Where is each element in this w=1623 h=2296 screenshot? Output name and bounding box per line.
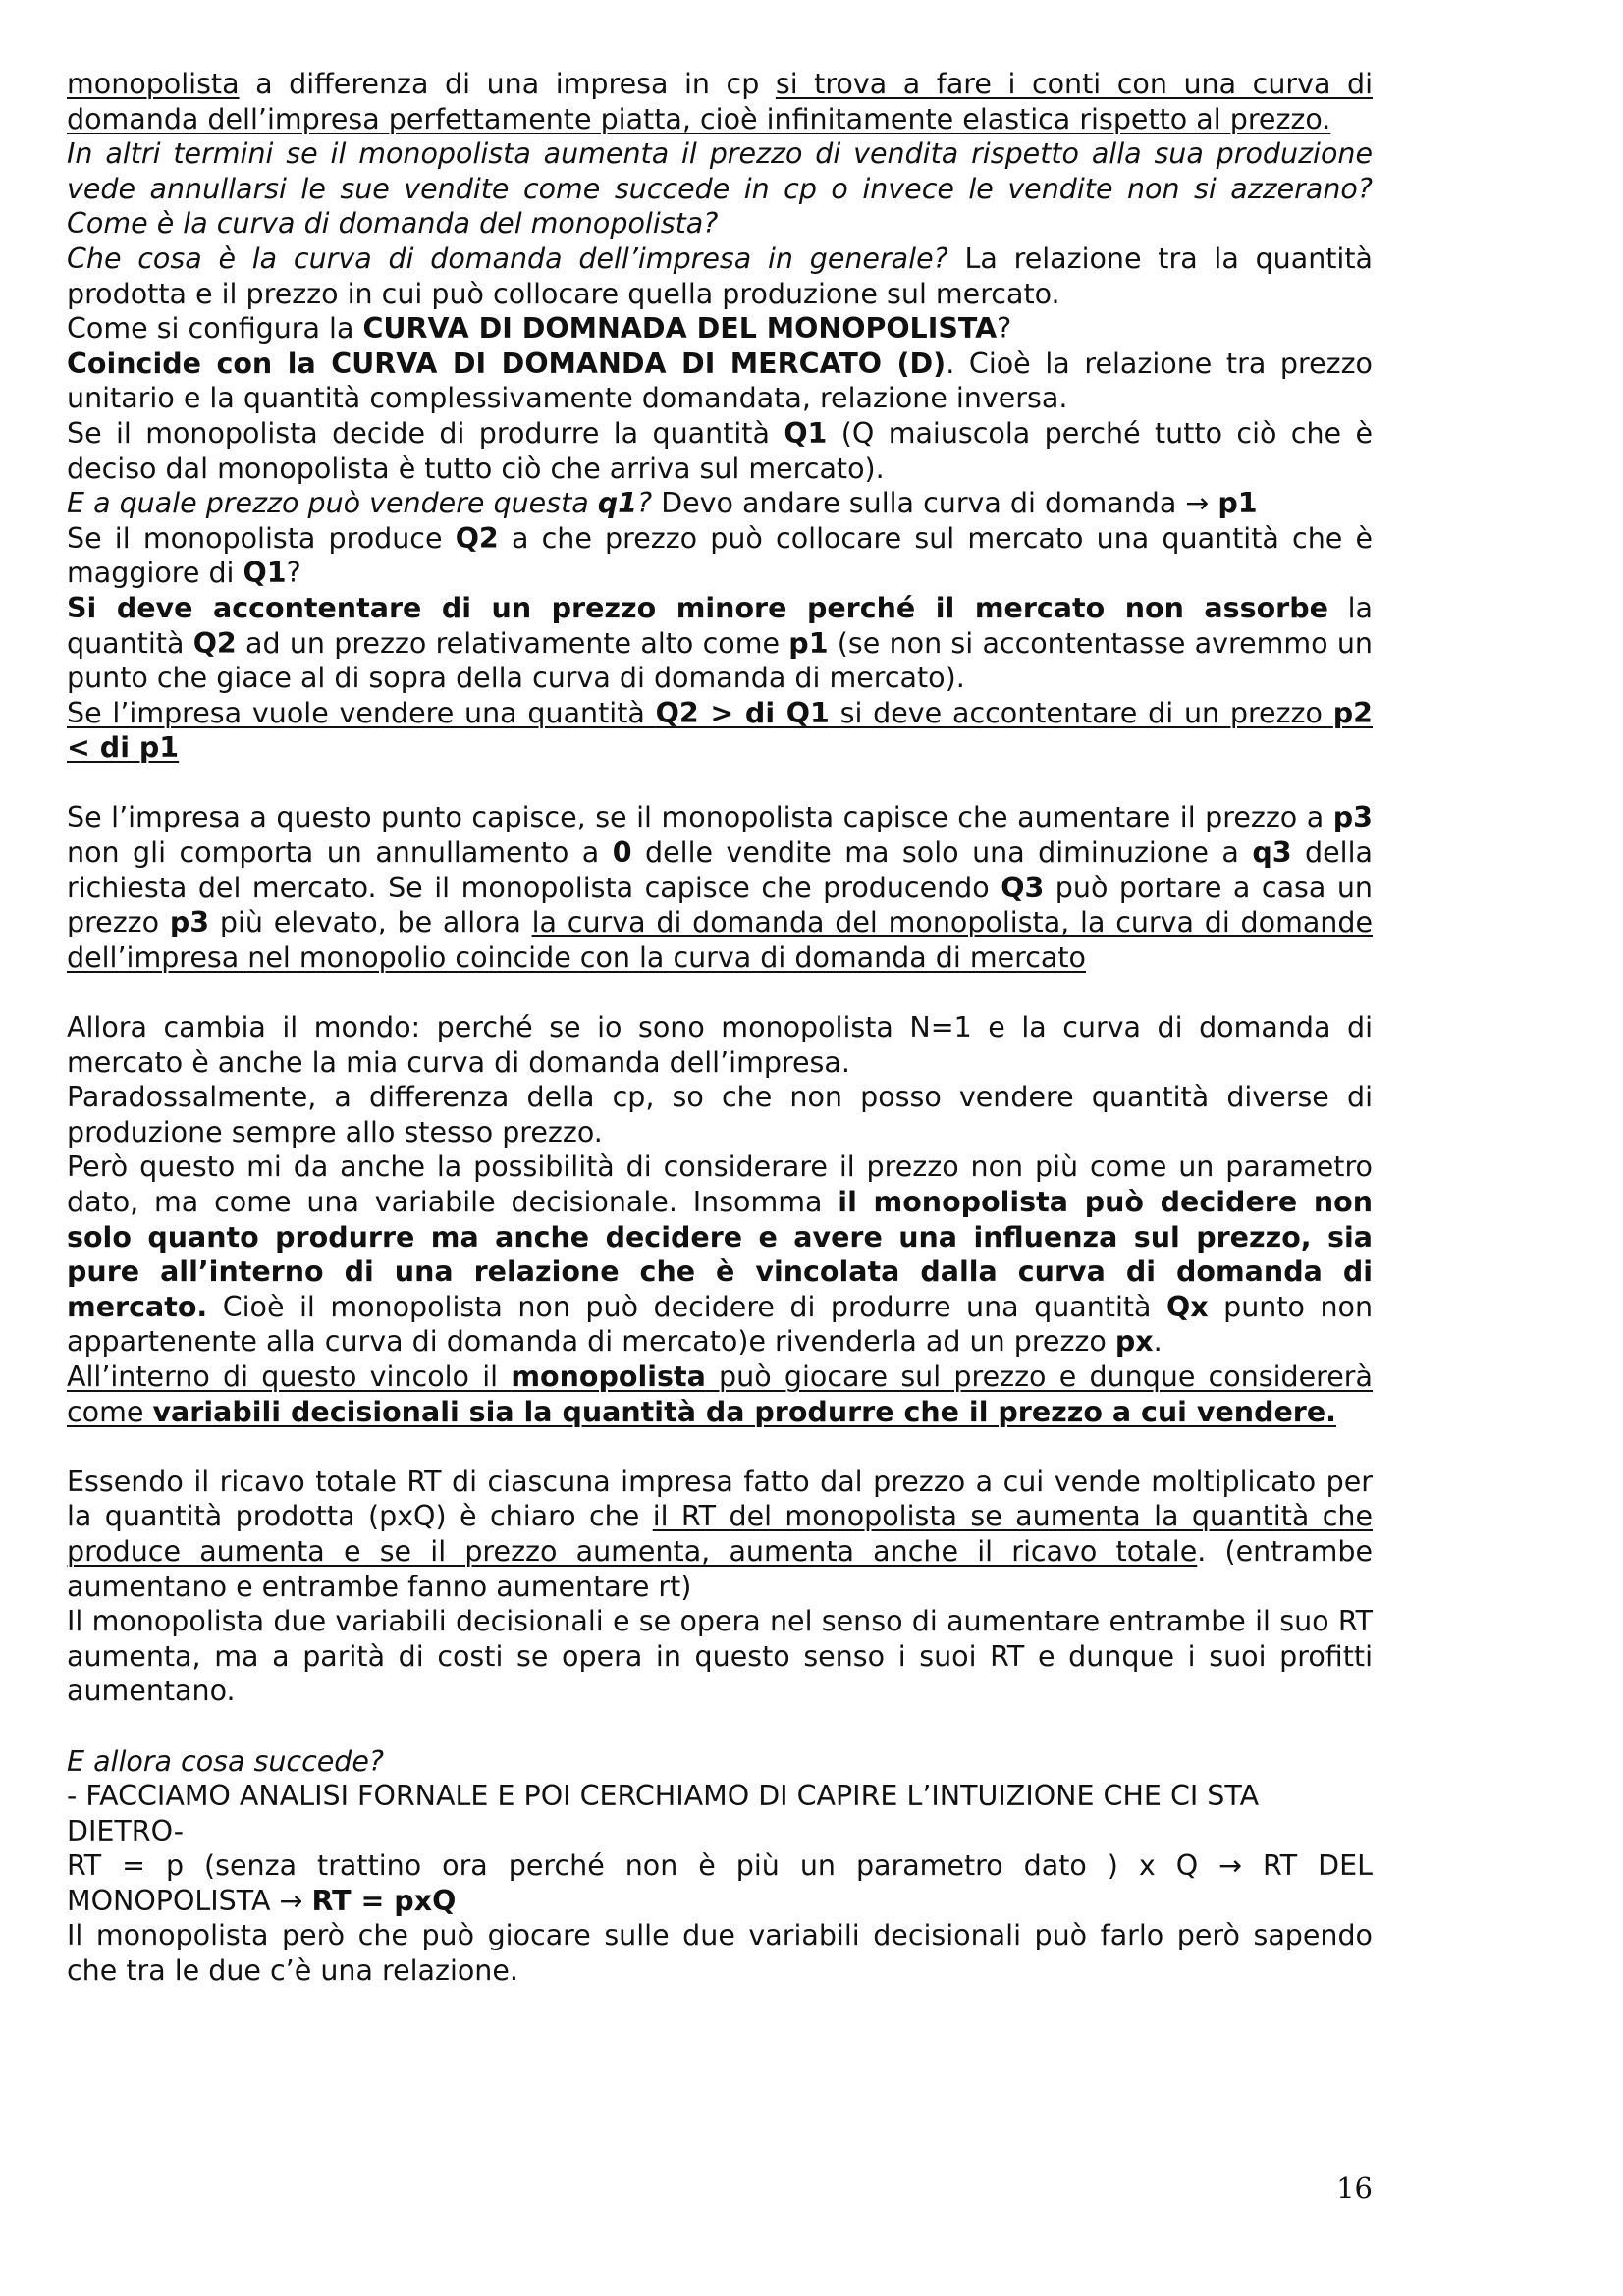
text-run: 0 (612, 836, 632, 870)
paragraph (67, 800, 1373, 975)
blank-line (67, 1429, 1373, 1465)
paragraph (67, 1779, 1373, 1848)
text-run: Coincide con la CURVA DI DOMANDA DI MERCATO (D) (67, 347, 947, 380)
text-run: . Cioè la relazione tra prezzo unitario e la quantità complessivamente domandata, relazione inversa. (67, 347, 1373, 415)
text-run: Q3 (1001, 871, 1045, 904)
text-run: E allora cosa succede? (67, 1744, 385, 1778)
text-run: a che prezzo può collocare sul mercato una quantità che è maggiore di (67, 521, 1374, 590)
text-run: Q2 (455, 521, 499, 555)
text-run: Qx (1166, 1290, 1209, 1323)
text-run: CURVA DI DOMNADA DEL MONOPOLISTA (362, 312, 998, 346)
blank-line (67, 975, 1373, 1010)
paragraph (67, 1918, 1373, 1988)
text-run: la quantità (67, 591, 1373, 660)
blank-line (67, 1709, 1373, 1744)
text-run: Q1 (243, 557, 287, 590)
text-run: ? (997, 312, 1012, 346)
page-number: 16 (1336, 2171, 1373, 2205)
text-run: Che cosa è la curva di domanda dell’impresa in generale? (67, 241, 948, 275)
paragraph (67, 1744, 1373, 1780)
text-run: può giocare sul prezzo e dunque considererà come (67, 1360, 1373, 1428)
paragraph (67, 591, 1373, 696)
text-run: All’interno di questo vincolo il (67, 1360, 512, 1393)
paragraph (67, 1149, 1373, 1360)
paragraph (67, 1010, 1373, 1080)
text-run: può portare a casa un prezzo (67, 871, 1373, 939)
text-run: ? (286, 557, 301, 590)
paragraph (67, 1360, 1373, 1429)
text-run: si trova a fare i conti con una curva di domanda dell’impresa perfettamente piatta, cioè infinitamente elastica rispetto al prezzo. (67, 68, 1373, 135)
text-run: Se il monopolista decide di produrre la quantità (67, 416, 784, 450)
text-run: non gli comporta un annullamento a (67, 836, 613, 870)
paragraph (67, 347, 1373, 416)
text-run: Se l’impresa a questo punto capisce, se il monopolista capisce che aumentare il prezzo a (67, 801, 1333, 834)
text-run: delle vendite ma solo una diminuzione a (631, 836, 1253, 870)
text-run: p1 (1217, 487, 1258, 520)
text-run: La relazione tra la quantità prodotta e il prezzo in cui può collocare quella produzione sul mercato. (67, 241, 1373, 310)
text-run: px (1114, 1325, 1154, 1359)
text-run: monopolista (67, 68, 240, 100)
text-run: variabili decisionali sia la quantità da produrre che il prezzo a cui vendere. (152, 1395, 1337, 1428)
text-run: Il monopolista due variabili decisionali e se opera nel senso di aumentare entrambe il suo RT aumenta, ma a parità di costi se opera in questo senso i suoi RT e dunque i suoi profitti aumentano. (67, 1605, 1373, 1708)
page-body-text (67, 67, 1373, 1989)
text-run: Cioè il monopolista non può decidere di produrre una quantità (207, 1290, 1167, 1323)
paragraph (67, 696, 1373, 766)
text-run: Q2 (192, 626, 237, 660)
text-run: (se non si accontentasse avremmo un punto che giace al di sopra della curva di domanda di mercato). (67, 626, 1373, 695)
paragraph (67, 136, 1373, 241)
text-run: il RT del monopolista se aumenta la quantità che produce aumenta e se il prezzo aumenta, aumenta anche il ricavo totale (67, 1500, 1373, 1568)
text-run: Però questo mi da anche la possibilità di considerare il prezzo non più come un parametro dato, ma come una variabile decisionale. Insomma (67, 1150, 1373, 1218)
paragraph (67, 1848, 1373, 1918)
text-run: q3 (1252, 836, 1292, 870)
paragraph (67, 311, 1373, 347)
text-run: punto non appartenente alla curva di domanda di mercato)e rivenderla ad un prezzo (67, 1290, 1374, 1359)
text-run: Paradossalmente, a differenza della cp, so che non posso vendere quantità diverse di produzione sempre allo stesso prezzo. (67, 1081, 1373, 1148)
text-run: p3 (1332, 801, 1373, 834)
text-run: ? (637, 487, 653, 520)
text-run: Se l’impresa vuole vendere una quantità (67, 696, 656, 729)
text-run: RT = p (senza trattino ora perché non è più un parametro dato ) x Q → RT DEL MONOPOLISTA → (67, 1849, 1373, 1917)
text-run: (Q maiuscola perché tutto ciò che è deciso dal monopolista è tutto ciò che arriva sul mercato). (67, 416, 1373, 485)
text-run: Devo andare sulla curva di domanda → (652, 487, 1218, 520)
text-run: Q1 (784, 416, 828, 450)
text-run: si deve accontentare di un prezzo (829, 696, 1333, 729)
paragraph (67, 1080, 1373, 1149)
text-run: Il monopolista però che può giocare sulle due variabili decisionali può farlo però sapendo che tra le due c’è una relazione. (67, 1919, 1373, 1988)
text-run: p1 (788, 626, 829, 660)
text-run: E a quale prezzo può vendere questa (67, 487, 598, 520)
text-run: Si deve accontentare di un prezzo minore perché il mercato non assorbe (67, 591, 1328, 624)
text-run: monopolista (511, 1360, 706, 1393)
paragraph (67, 416, 1373, 486)
paragraph (67, 521, 1373, 591)
text-run: Allora cambia il mondo: perché se io sono monopolista N=1 e la curva di domanda di mercato è anche la mia curva di domanda dell’impresa. (67, 1011, 1373, 1079)
text-run: la curva di domanda del monopolista, la curva di domande dell’impresa nel monopolio coincide con la curva di domanda di mercato (67, 906, 1373, 974)
text-run: ad un prezzo relativamente alto come (236, 626, 789, 660)
paragraph (67, 486, 1373, 521)
text-run: . (1153, 1325, 1163, 1359)
paragraph (67, 67, 1373, 136)
paragraph (67, 1465, 1373, 1604)
text-run: RT = pxQ (311, 1884, 457, 1917)
paragraph (67, 1604, 1373, 1709)
text-run: q1 (597, 487, 637, 520)
paragraph (67, 241, 1373, 311)
text-run: Come si configura la (67, 312, 363, 346)
text-run: della richiesta del mercato. Se il monopolista capisce che producendo (67, 836, 1373, 904)
blank-line (67, 766, 1373, 801)
text-run: Se il monopolista produce (67, 521, 456, 555)
text-run: In altri termini se il monopolista aumenta il prezzo di vendita rispetto alla sua produzione vede annullarsi le sue vendite come succede in cp o invece le vendite non si azzerano? Come è la curva di domanda del monopolista? (67, 137, 1373, 240)
text-run: . (entrambe aumentano e entrambe fanno aumentare rt) (67, 1534, 1373, 1603)
text-run: a differenza di una impresa in cp (239, 68, 776, 100)
text-run: il monopolista può decidere non solo quanto produrre ma anche decidere e avere una influenza sul prezzo, sia pure all’interno di una relazione che è vincolata dalla curva di domanda di mercato. (67, 1186, 1373, 1323)
text-run: - FACCIAMO ANALISI FORNALE E POI CERCHIAMO DI CAPIRE L’INTUIZIONE CHE CI STA DIETRO- (67, 1780, 1260, 1847)
text-run: più elevato, be allora (209, 906, 532, 939)
text-run: p2 < di p1 (67, 696, 1373, 765)
text-run: p3 (169, 906, 210, 939)
text-run: Essendo il ricavo totale RT di ciascuna impresa fatto dal prezzo a cui vende moltiplicato per la quantità prodotta (pxQ) è chiaro che (67, 1465, 1373, 1533)
text-run: Q2 > di Q1 (655, 696, 830, 729)
